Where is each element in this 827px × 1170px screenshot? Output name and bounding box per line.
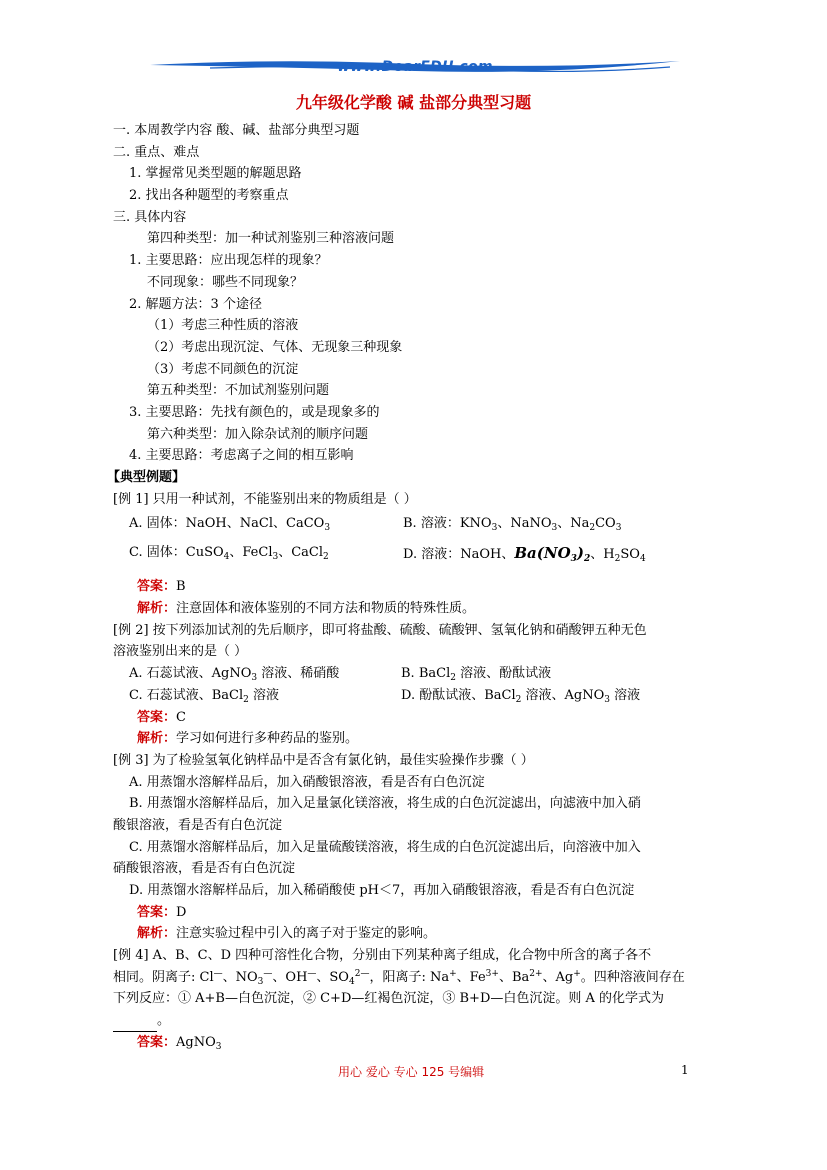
option-row (113, 510, 723, 538)
answer-line (113, 576, 723, 598)
analysis-line (113, 598, 723, 620)
option-c: C. 石蕊试液、BaCl$_2$ 溶液 (129, 687, 280, 705)
option-c: C. 固体：CuSO$_4$、FeCl$_3$、CaCl$_2$ (129, 545, 329, 563)
analysis-line (113, 923, 723, 945)
answer-value: C (176, 709, 186, 725)
example-question: 相同。阴离子: Cl—、$NO_3^—$、OH—、$SO_4^{2—}$，阳离子: Na+、$Fe^{3+}$、$Ba^{2+}$、Ag+。四种溶液间存在 (113, 968, 685, 987)
analysis-text: 注意固体和液体鉴别的不同方法和物质的特殊性质。 (176, 601, 476, 617)
example-question: [例 3] 为了检验氢氧化钠样品中是否含有氯化钠，最佳实验操作步骤（ ） (113, 752, 534, 768)
page-number: 1 (681, 1063, 689, 1077)
example-question: [例 2] 按下列添加试剂的先后顺序，即可将盐酸、硫酸、硫酸钾、氢氧化钠和硝酸钾五种无色 (113, 622, 647, 638)
outline-line: （2）考虑出现沉淀、气体、无现象三种现象 (147, 339, 403, 355)
outline-line: 二. 重点、难点 (113, 144, 200, 160)
answer-value: AgNO (176, 1034, 216, 1050)
option-b: B. 溶液：$KNO_3$、NaNO$_3$、$Na_2CO_3$ (403, 516, 622, 534)
answer-line (113, 707, 723, 729)
outline-line: 不同现象：哪些不同现象？ (147, 274, 304, 290)
example-question: 下列反应：① A+B—白色沉淀，② C+D—红褐色沉淀，③ B+D—白色沉淀。则 A 的化学式为 (113, 991, 665, 1007)
option-row (113, 663, 723, 685)
outline-line: 三. 具体内容 (113, 209, 187, 225)
analysis-text: 注意实验过程中引入的离子对于鉴定的影响。 (176, 926, 437, 942)
answer-label: 答案： (137, 904, 177, 920)
option-b-cont: 酸银溶液，看是否有白色沉淀 (113, 817, 283, 833)
footer-text: 用心 爱心 专心 125 号编辑 (338, 1065, 485, 1079)
outline-line: 2. 解题方法：3 个途径 (129, 296, 262, 312)
outline-line: 1. 主要思路：应出现怎样的现象？ (129, 253, 328, 269)
analysis-label: 解析： (137, 601, 177, 617)
answer-label: 答案： (137, 709, 177, 725)
answer-value: B (176, 579, 186, 595)
option-d: D. 酚酞试液、BaCl$_2$ 溶液、AgNO$_3$ 溶液 (401, 687, 641, 705)
option-d: D. 用蒸馏水溶解样品后，加入稀硝酸使 pH＜7，再加入硝酸银溶液，看是否有白色沉淀 (129, 883, 635, 898)
answer-line (113, 902, 723, 924)
option-d: D. 溶液：NaOH、$Ba(NO_3)_2$、$H_2SO_4$ (403, 544, 646, 565)
analysis-label: 解析： (137, 731, 177, 747)
outline-line: 2. 找出各种题型的考察重点 (129, 188, 289, 204)
answer-blank (113, 1017, 157, 1032)
option-a: A. 石蕊试液、AgNO$_3$ 溶液、稀硝酸 (129, 666, 340, 684)
answer-label: 答案： (137, 1034, 177, 1050)
outline-line: 1. 掌握常见类型题的解题思路 (129, 166, 302, 182)
site-url: www.DearEDU.com (337, 59, 493, 75)
outline-line: 3. 主要思路：先找有颜色的，或是现象多的 (129, 404, 380, 420)
example-question: [例 1] 只用一种试剂，不能鉴别出来的物质组是（ ） (113, 491, 417, 507)
outline-line: 第六种类型：加入除杂试剂的顺序问题 (147, 426, 369, 442)
page-footer (0, 1063, 827, 1083)
analysis-line (113, 728, 723, 750)
page-title: 九年级化学酸 碱 盐部分典型习题 (295, 93, 532, 112)
outline-line: （3）考虑不同颜色的沉淀 (147, 361, 299, 377)
site-banner (150, 55, 680, 95)
option-b: B. BaCl$_2$ 溶液、酚酞试液 (401, 666, 552, 684)
answer-value: D (176, 904, 187, 920)
outline-line: 第五种类型：不加试剂鉴别问题 (147, 383, 330, 399)
answer-label: 答案： (137, 579, 177, 595)
option-c-cont: 硝酸银溶液，看是否有白色沉淀 (113, 861, 296, 877)
option-b: B. 用蒸馏水溶解样品后，加入足量氯化镁溶液，将生成的白色沉淀滤出，向滤液中加入硝 (129, 796, 641, 812)
answer-line: 答案：AgNO$_3$ (137, 1034, 222, 1052)
section-heading: 【典型例题】 (107, 470, 186, 485)
outline-line: 4. 主要思路：考虑离子之间的相互影响 (129, 448, 354, 464)
outline-line: 一. 本周教学内容 酸、碱、盐部分典型习题 (113, 123, 360, 138)
outline-line: 第四种类型：加一种试剂鉴别三种溶液问题 (147, 231, 395, 247)
example-question: [例 4] A、B、C、D 四种可溶性化合物，分别由下列某种离子组成，化合物中所含的离子各不 (113, 948, 652, 964)
example-question: 。 (113, 1010, 723, 1032)
option-row (113, 538, 723, 568)
example-question: 溶液鉴别出来的是（ ） (113, 644, 248, 660)
option-a: A. 固体：NaOH、NaCl、CaCO$_3$ (129, 516, 331, 534)
analysis-label: 解析： (137, 926, 177, 942)
analysis-text: 学习如何进行多种药品的鉴别。 (176, 731, 359, 747)
document-body (107, 120, 723, 1054)
option-c: C. 用蒸馏水溶解样品后，加入足量硫酸镁溶液，将生成的白色沉淀滤出后，向溶液中加入 (129, 839, 641, 855)
outline-line: （1）考虑三种性质的溶液 (147, 318, 299, 334)
option-a: A. 用蒸馏水溶解样品后，加入硝酸银溶液，看是否有白色沉淀 (129, 774, 485, 790)
option-row (113, 685, 723, 707)
